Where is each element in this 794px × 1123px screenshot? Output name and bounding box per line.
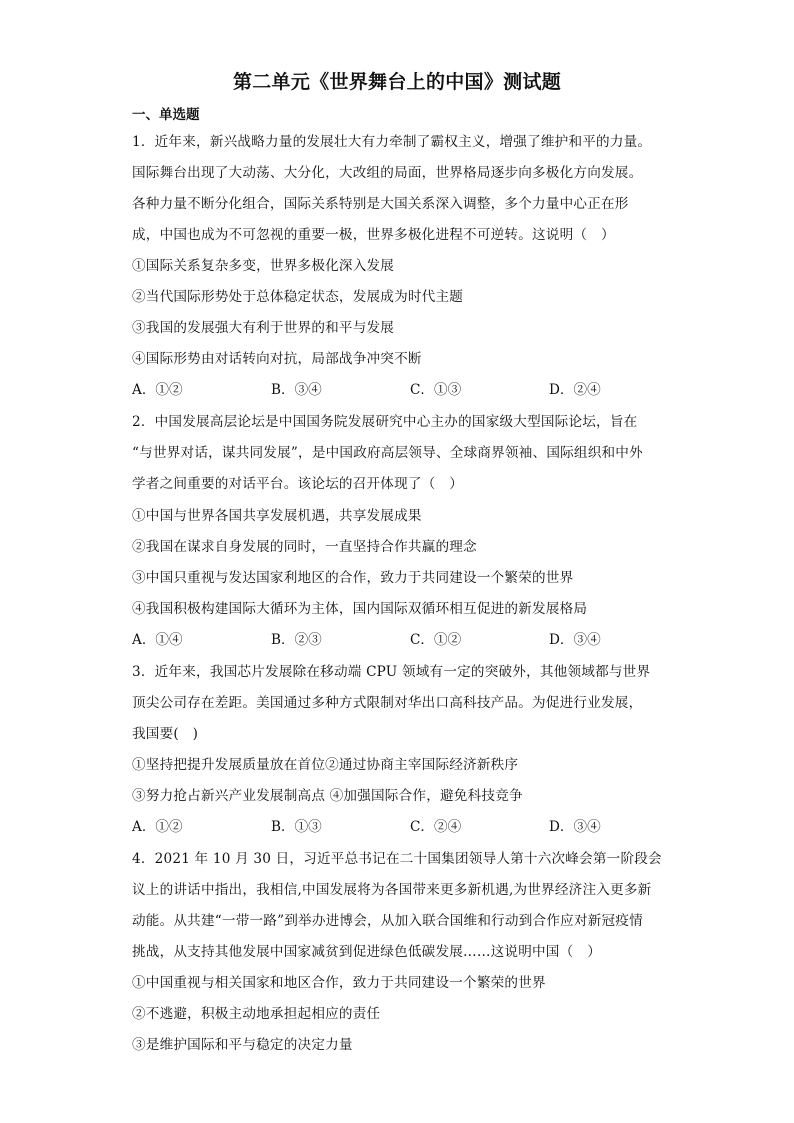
q1-statement: ④国际形势由对话转向对抗，局部战争冲突不断	[132, 351, 422, 367]
q3-option-a[interactable]: A．①②	[132, 819, 183, 835]
q4-stem-line: 4．2021 年 10 月 30 日，习近平总书记在二十国集团领导人第十六次峰会第一阶段会	[132, 851, 662, 867]
q1-option-c[interactable]: C．①③	[410, 382, 462, 398]
q2-statement: ①中国与世界各国共享发展机遇，共享发展成果	[132, 508, 422, 524]
q2-statement: ④我国积极构建国际大循环为主体，国内国际双循环相互促进的新发展格局	[132, 601, 588, 617]
q3-option-b[interactable]: B．①③	[271, 819, 322, 835]
q4-stem-line: 议上的讲话中指出，我相信,中国发展将为各国带来更多新机遇,为世界经济注入更多新	[132, 882, 652, 898]
q2-statement: ③中国只重视与发达国家利地区的合作，致力于共同建设一个繁荣的世界	[132, 570, 574, 586]
q3-option-d[interactable]: D．③④	[549, 819, 601, 835]
q1-statement: ①国际关系复杂多变，世界多极化深入发展	[132, 258, 395, 274]
q1-stem-line: 国际舞台出现了大动荡、大分化，大改组的局面，世界格局逐步向多极化方向发展。	[132, 165, 643, 181]
q2-statement: ②我国在谋求自身发展的同时，一直坚持合作共赢的理念	[132, 539, 477, 555]
q1-statement: ②当代国际形势处于总体稳定状态，发展成为时代主题	[132, 289, 464, 305]
q4-statement: ③是维护国际和平与稳定的决定力量	[132, 1037, 353, 1053]
q2-stem-line: “与世界对话，谋共同发展”，是中国政府高层领导、全球商界领袖、国际组织和中外	[132, 445, 643, 461]
q3-statement: ③努力抢占新兴产业发展制高点 ④加强国际合作，避免科技竞争	[132, 788, 523, 804]
q1-option-a[interactable]: A．①②	[132, 382, 183, 398]
q4-statement: ②不逃避，积极主动地承担起相应的责任	[132, 1006, 381, 1022]
q3-stem-line: 顶尖公司存在差距。美国通过多种方式限制对华出口高科技产品。为促进行业发展，	[132, 695, 643, 711]
q3-statement: ①坚持把提升发展质量放在首位②通过协商主宰国际经济新秩序	[132, 757, 519, 773]
q1-stem-line: 成，中国也成为不可忽视的重要一极，世界多极化进程不可逆转。这说明（ ）	[132, 227, 615, 243]
q2-stem-line: 2．中国发展高层论坛是中国国务院发展研究中心主办的国家级大型国际论坛，旨在	[132, 414, 638, 430]
q4-statement: ①中国重视与相关国家和地区合作，致力于共同建设一个繁荣的世界	[132, 975, 546, 991]
q2-option-b[interactable]: B．②③	[271, 632, 322, 648]
q2-option-d[interactable]: D．③④	[549, 632, 601, 648]
q1-stem-line: 1．近年来，新兴战略力量的发展壮大有力牵制了霸权主义，增强了维护和平的力量。	[132, 134, 652, 150]
q3-stem-line: 我国要( )	[132, 726, 199, 742]
q1-option-d[interactable]: D．②④	[549, 382, 601, 398]
q3-option-c[interactable]: C．②④	[410, 819, 462, 835]
page-title: 第二单元《世界舞台上的中国》测试题	[232, 71, 562, 93]
q1-stem-line: 各种力量不断分化组合，国际关系特别是大国关系深入调整，多个力量中心正在形	[132, 196, 629, 212]
q2-option-a[interactable]: A．①④	[132, 632, 183, 648]
q3-stem-line: 3．近年来，我国芯片发展除在移动端 CPU 领域有一定的突破外，其他领域都与世界	[132, 664, 651, 680]
q2-stem-line: 学者之间重要的对话平台。该论坛的召开体现了（ ）	[132, 476, 464, 492]
q1-statement: ③我国的发展强大有利于世界的和平与发展	[132, 320, 395, 336]
q4-stem-line: 挑战，从支持其他发展中国家减贫到促进绿色低碳发展……这说明中国（ ）	[132, 944, 601, 960]
q2-option-c[interactable]: C．①②	[410, 632, 462, 648]
q1-option-b[interactable]: B．③④	[271, 382, 322, 398]
q4-stem-line: 动能。从共建“一带一路”到举办进博会，从加入联合国维和行动到合作应对新冠疫情	[132, 913, 643, 929]
section-heading: 一、单选题	[132, 107, 200, 123]
